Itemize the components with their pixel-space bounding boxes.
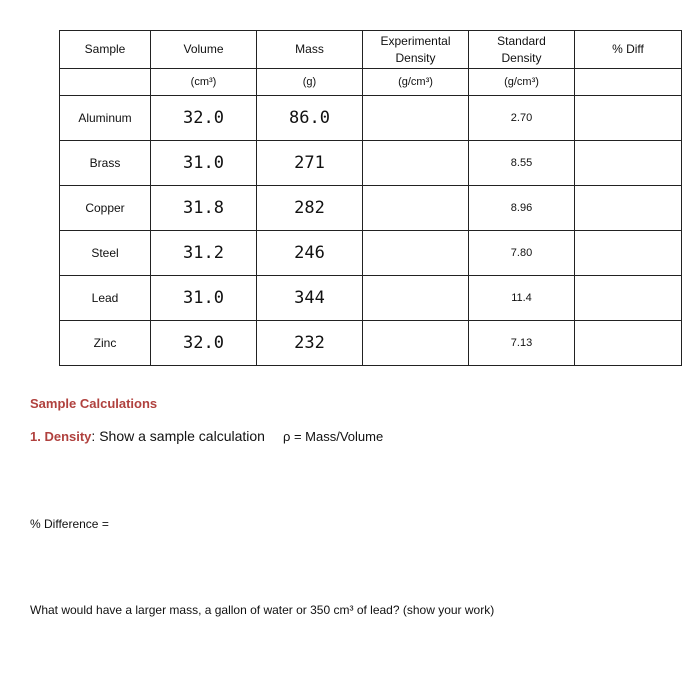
experimental-density-cell[interactable] — [363, 186, 469, 231]
header-experimental-density — [363, 31, 469, 69]
volume-cell: 31.0 — [151, 141, 257, 186]
mass-cell: 246 — [257, 231, 363, 276]
mass-cell: 232 — [257, 321, 363, 366]
sample-cell: Zinc — [60, 321, 151, 366]
table-row — [60, 231, 682, 276]
sample-cell: Copper — [60, 186, 151, 231]
experimental-density-cell[interactable] — [363, 231, 469, 276]
standard-density-cell: 11.4 — [469, 276, 575, 321]
unit-cell: (g/cm³) — [363, 69, 469, 96]
mass-cell: 271 — [257, 141, 363, 186]
standard-density-cell: 8.96 — [469, 186, 575, 231]
table-row — [60, 321, 682, 366]
standard-density-cell: 2.70 — [469, 96, 575, 141]
header-percent-diff: % Diff — [575, 31, 682, 69]
percent-diff-cell[interactable] — [575, 186, 682, 231]
experimental-density-cell[interactable] — [363, 96, 469, 141]
table-units-row — [60, 69, 682, 96]
unit-cell: (g/cm³) — [469, 69, 575, 96]
percent-diff-cell[interactable] — [575, 276, 682, 321]
mass-cell: 344 — [257, 276, 363, 321]
sample-cell: Brass — [60, 141, 151, 186]
header-experimental-line1: Experimental — [380, 33, 451, 48]
density-data-table — [59, 30, 682, 366]
experimental-density-cell[interactable] — [363, 276, 469, 321]
sample-cell: Steel — [60, 231, 151, 276]
header-standard-line2: Density — [501, 50, 542, 65]
table-row — [60, 96, 682, 141]
mass-cell: 86.0 — [257, 96, 363, 141]
table-header-row — [60, 31, 682, 69]
header-sample: Sample — [60, 31, 151, 69]
percent-diff-cell[interactable] — [575, 141, 682, 186]
experimental-density-cell[interactable] — [363, 321, 469, 366]
header-standard-line1: Standard — [497, 33, 546, 48]
percent-difference-label: % Difference = — [30, 517, 109, 531]
unit-cell — [60, 69, 151, 96]
volume-cell: 32.0 — [151, 321, 257, 366]
header-experimental-line2: Density — [395, 50, 436, 65]
density-formula: ρ = Mass/Volume — [282, 429, 384, 444]
standard-density-cell: 7.80 — [469, 231, 575, 276]
sample-cell: Lead — [60, 276, 151, 321]
standard-density-cell: 7.13 — [469, 321, 575, 366]
unit-cell: (cm³) — [151, 69, 257, 96]
percent-diff-cell[interactable] — [575, 321, 682, 366]
density-calculation-line — [30, 428, 383, 444]
volume-cell: 32.0 — [151, 96, 257, 141]
volume-cell: 31.2 — [151, 231, 257, 276]
header-standard-density — [469, 31, 575, 69]
table-row — [60, 186, 682, 231]
unit-cell — [575, 69, 682, 96]
volume-cell: 31.0 — [151, 276, 257, 321]
density-instruction: : Show a sample calculation — [91, 428, 265, 444]
header-volume: Volume — [151, 31, 257, 69]
percent-diff-cell[interactable] — [575, 96, 682, 141]
percent-diff-cell[interactable] — [575, 231, 682, 276]
header-mass: Mass — [257, 31, 363, 69]
density-label: 1. Density — [30, 429, 92, 444]
sample-calculations-title: Sample Calculations — [30, 396, 158, 411]
table-row — [60, 276, 682, 321]
volume-cell: 31.8 — [151, 186, 257, 231]
sample-cell: Aluminum — [60, 96, 151, 141]
mass-cell: 282 — [257, 186, 363, 231]
standard-density-cell: 8.55 — [469, 141, 575, 186]
table-row — [60, 141, 682, 186]
mass-comparison-question: What would have a larger mass, a gallon of water or 350 cm³ of lead? (show your work) — [30, 603, 495, 617]
experimental-density-cell[interactable] — [363, 141, 469, 186]
unit-cell: (g) — [257, 69, 363, 96]
